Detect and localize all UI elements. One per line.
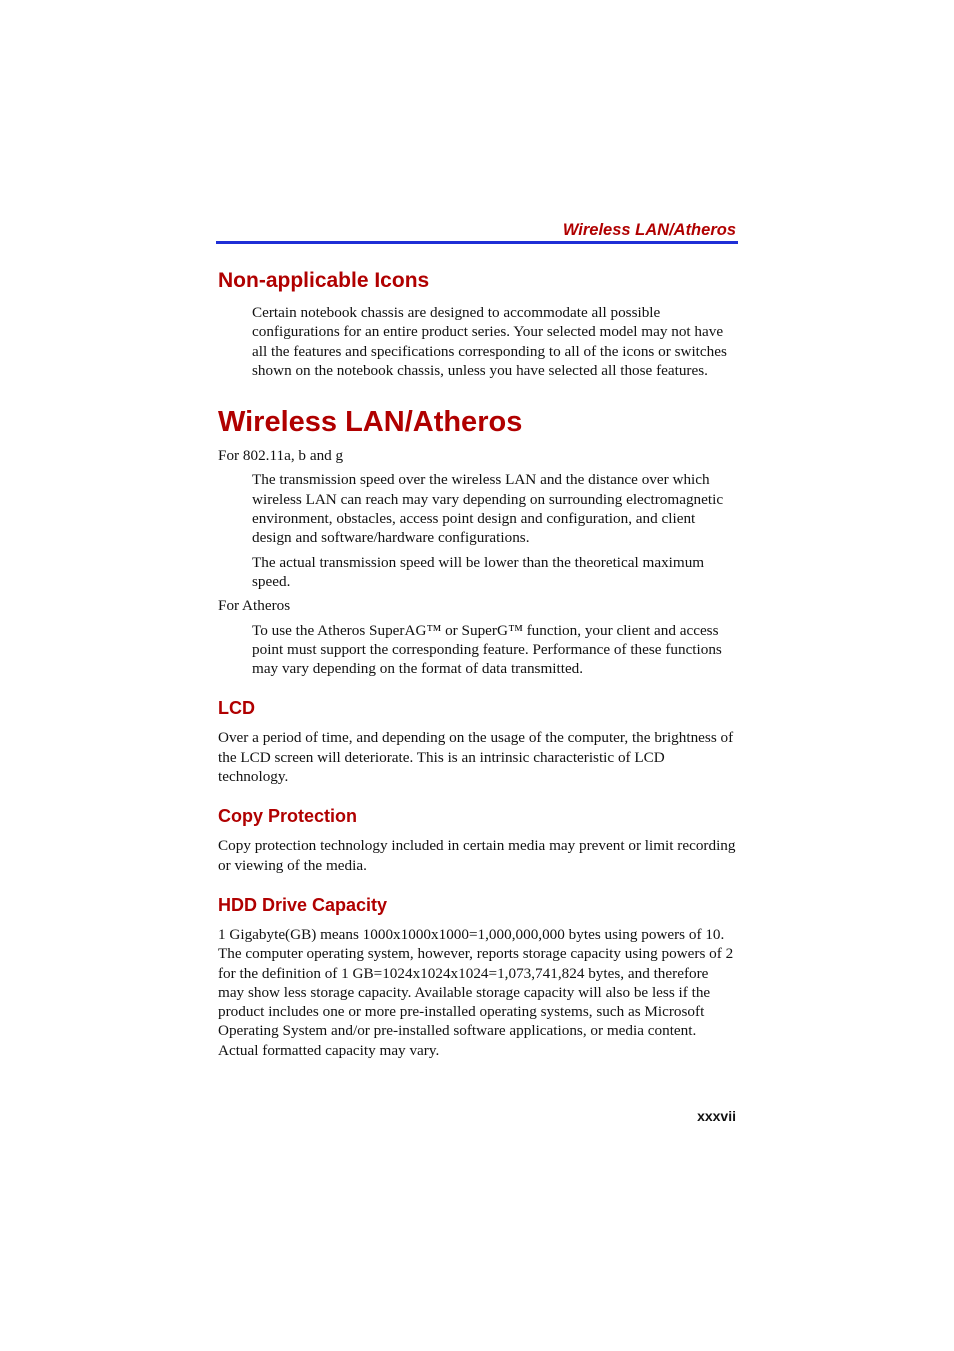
non-applicable-icons-heading: Non-applicable Icons: [218, 269, 430, 292]
hdd-capacity-heading: HDD Drive Capacity: [218, 894, 388, 915]
page-content: [218, 266, 736, 1065]
header-rule: [216, 241, 738, 244]
wireless-atheros-label: For Atheros: [218, 597, 291, 615]
page-number: xxxvii: [697, 1108, 736, 1124]
lcd-body: Over a period of time, and depending on the usage of the computer, the brightness of the LCD screen will deteriorate. This is an intrinsic characteristic of LCD technology.: [218, 729, 734, 786]
wireless-paragraph-2: The actual transmission speed will be lower than the theoretical maximum speed.: [252, 553, 705, 590]
hdd-capacity-body: 1 Gigabyte(GB) means 1000x1000x1000=1,000,000,000 bytes using powers of 10. The computer operating system, however, reports storage capacity using powers of 2 for the definition of 1 GB=1024x1024x1024=1,073,741,824 bytes, and therefore may show less storage capacity. Available storage capacity will also be less if the product includes one or more pre-installed operating systems, such as Microsoft Operating System and/or pre-installed software applications, or media content. Actual formatted capacity may vary.: [218, 925, 734, 1059]
wireless-paragraph-3: To use the Atheros SuperAG™ or SuperG™ function, your client and access point must support the corresponding feature. Performance of these functions may vary depending on the format of data transmitted.: [252, 621, 722, 678]
copy-protection-body: Copy protection technology included in certain media may prevent or limit recording or viewing of the media.: [218, 837, 736, 874]
wireless-lan-heading: Wireless LAN/Atheros: [218, 406, 523, 439]
wireless-80211-label: For 802.11a, b and g: [218, 447, 344, 465]
non-applicable-icons-body: Certain notebook chassis are designed to accommodate all possible configurations for an entire product series. Your selected model may not have all the features and specifications corresponding to all of the icons or switches shown on the notebook chassis, unless you have selected all those features.: [252, 304, 727, 379]
running-head-title: Wireless LAN/Atheros: [562, 221, 736, 239]
wireless-paragraph-1: The transmission speed over the wireless LAN and the distance over which wireless LAN can reach may vary depending on surrounding electromagnetic environment, obstacles, access point design and configuration, and client design and software/hardware configurations.: [252, 471, 724, 547]
copy-protection-heading: Copy Protection: [218, 806, 358, 827]
lcd-heading: LCD: [218, 698, 255, 719]
